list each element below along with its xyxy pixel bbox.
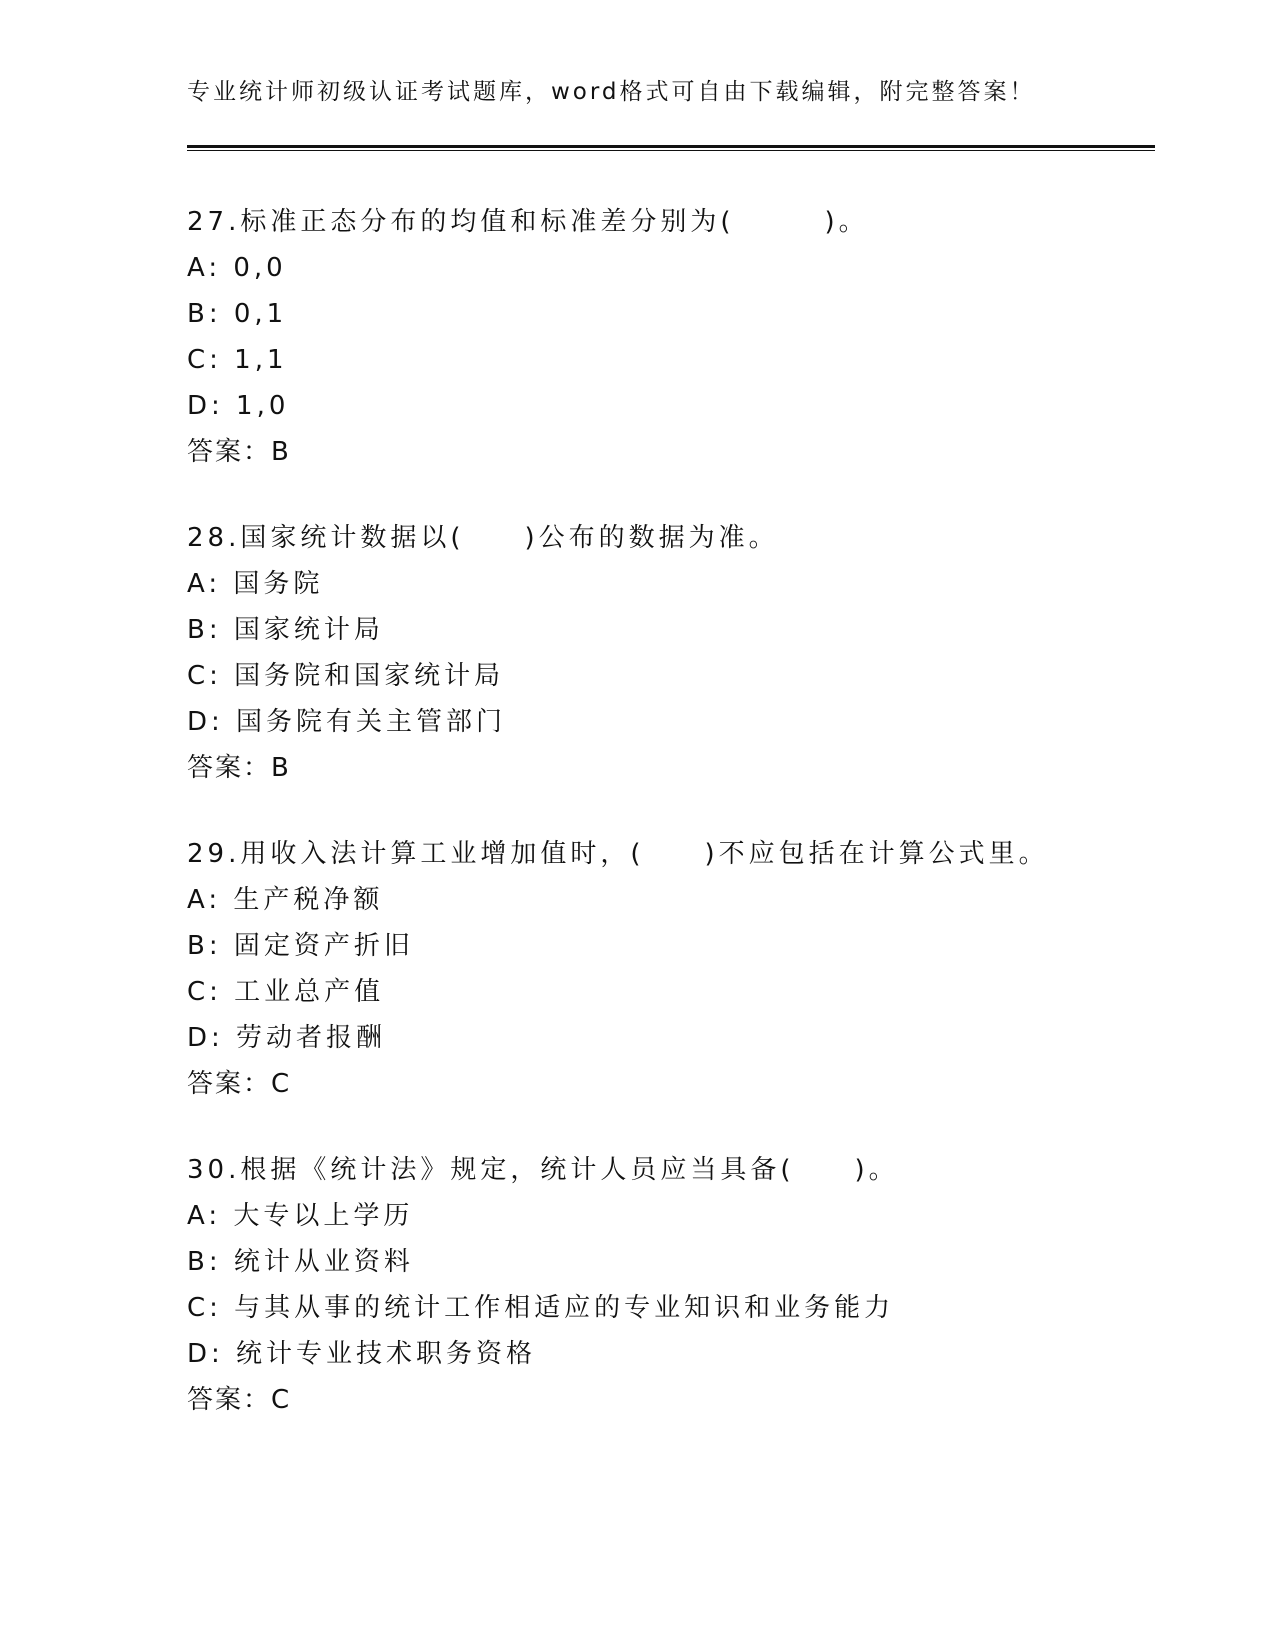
question-stem: 30.根据《统计法》规定，统计人员应当具备( )。 [187,1155,899,1185]
answer-line: 答案：B [187,753,291,783]
option-c: C: 工业总产值 [187,977,385,1007]
option-d: D: 劳动者报酬 [187,1023,387,1053]
question-27 [187,199,869,475]
option-b: B: 固定资产折旧 [187,931,414,961]
option-b: B: 0,1 [187,299,288,329]
option-d: D: 国务院有关主管部门 [187,707,507,737]
question-stem: 27.标准正态分布的均值和标准差分别为( )。 [187,207,869,237]
header-divider-thin [187,150,1155,151]
answer-line: 答案：C [187,1385,292,1415]
question-28 [187,515,779,791]
question-30 [187,1147,899,1423]
question-29 [187,831,1049,1107]
option-a: A: 0,0 [187,253,287,283]
answer-line: 答案：B [187,437,291,467]
option-b: B: 统计从业资料 [187,1247,414,1277]
option-b: B: 国家统计局 [187,615,384,645]
option-d: D: 统计专业技术职务资格 [187,1339,537,1369]
header-divider-thick [187,145,1155,148]
option-d: D: 1,0 [187,391,290,421]
option-a: A: 国务院 [187,569,324,599]
option-c: C: 国务院和国家统计局 [187,661,505,691]
option-c: C: 与其从事的统计工作相适应的专业知识和业务能力 [187,1293,895,1323]
option-a: A: 生产税净额 [187,885,384,915]
question-stem: 29.用收入法计算工业增加值时，( )不应包括在计算公式里。 [187,839,1049,869]
answer-line: 答案：C [187,1069,292,1099]
option-c: C: 1,1 [187,345,288,375]
option-a: A: 大专以上学历 [187,1201,414,1231]
question-stem: 28.国家统计数据以( )公布的数据为准。 [187,523,779,553]
document-header: 专业统计师初级认证考试题库，word格式可自由下载编辑，附完整答案！ [187,79,1036,105]
